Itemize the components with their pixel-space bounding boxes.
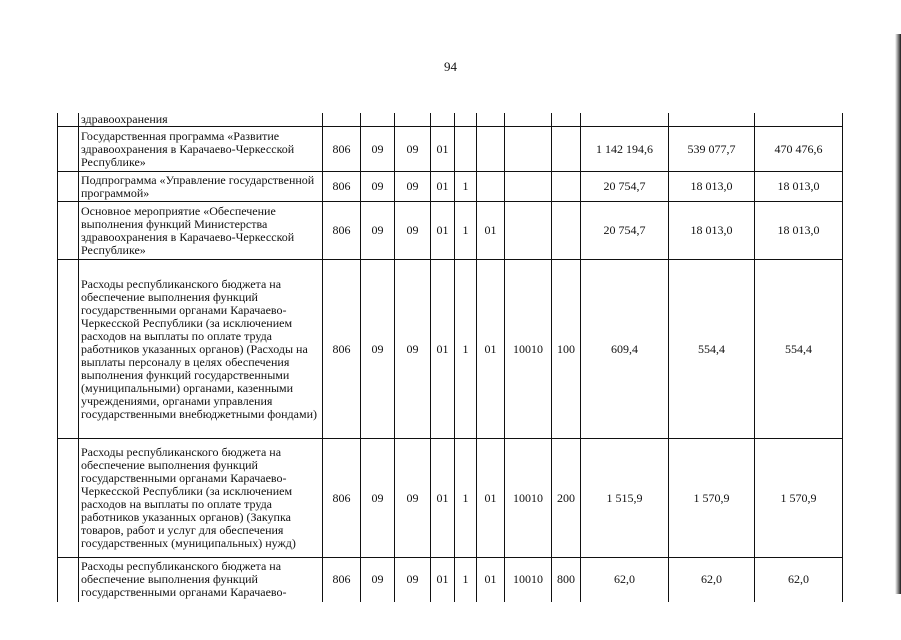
expense-type-cell: 200 <box>552 439 581 558</box>
amount-2-cell: 18 013,0 <box>669 202 755 260</box>
scan-edge-shadow <box>895 34 901 594</box>
event-code-cell <box>477 172 505 202</box>
row-number-cell <box>58 558 79 602</box>
description-cell: Государственная программа «Развитие здравоохранения в Карачаево-Черкесской Республике» <box>79 127 323 172</box>
expense-type-cell: 800 <box>552 558 581 602</box>
table-row <box>58 202 843 260</box>
event-code-cell: 01 <box>477 260 505 439</box>
ministry-code-cell: 806 <box>323 172 361 202</box>
expense-type-cell <box>552 202 581 260</box>
direction-code-cell <box>505 113 552 127</box>
amount-1-cell: 62,0 <box>581 558 669 602</box>
section-code-cell: 09 <box>361 260 395 439</box>
program-code-cell: 01 <box>431 558 455 602</box>
amount-1-cell: 1 515,9 <box>581 439 669 558</box>
description-cell: Расходы республиканского бюджета на обеспечение выполнения функций государственными органами Карачаево-Черкесской Республики (за исключением расходов на выплаты по оплате труда работников указанных органов) (Закупка товаров, работ и услуг для обеспечения государственных (муниципальных) нужд) <box>79 439 323 558</box>
subprogram-code-cell: 1 <box>455 202 477 260</box>
table-row <box>58 113 843 127</box>
row-number-cell <box>58 127 79 172</box>
ministry-code-cell: 806 <box>323 439 361 558</box>
amount-2-cell: 554,4 <box>669 260 755 439</box>
program-code-cell <box>431 113 455 127</box>
amount-1-cell: 20 754,7 <box>581 202 669 260</box>
program-code-cell: 01 <box>431 439 455 558</box>
amount-3-cell: 470 476,6 <box>755 127 843 172</box>
amount-3-cell: 18 013,0 <box>755 172 843 202</box>
subsection-code-cell: 09 <box>395 558 431 602</box>
ministry-code-cell <box>323 113 361 127</box>
ministry-code-cell: 806 <box>323 202 361 260</box>
ministry-code-cell: 806 <box>323 260 361 439</box>
amount-2-cell: 539 077,7 <box>669 127 755 172</box>
amount-2-cell <box>669 113 755 127</box>
expense-type-cell: 100 <box>552 260 581 439</box>
subprogram-code-cell <box>455 127 477 172</box>
expense-type-cell <box>552 172 581 202</box>
section-code-cell: 09 <box>361 558 395 602</box>
table-row <box>58 439 843 558</box>
program-code-cell: 01 <box>431 260 455 439</box>
program-code-cell: 01 <box>431 172 455 202</box>
direction-code-cell: 10010 <box>505 558 552 602</box>
amount-3-cell: 554,4 <box>755 260 843 439</box>
ministry-code-cell: 806 <box>323 558 361 602</box>
budget-table <box>57 113 843 602</box>
row-number-cell <box>58 260 79 439</box>
subprogram-code-cell: 1 <box>455 558 477 602</box>
description-cell: Расходы республиканского бюджета на обеспечение выполнения функций государственными органами Карачаево- <box>79 558 323 602</box>
description-cell: Подпрограмма «Управление государственной программой» <box>79 172 323 202</box>
description-cell: Расходы республиканского бюджета на обеспечение выполнения функций государственными органами Карачаево-Черкесской Республики (за исключением расходов на выплаты по оплате труда работников указанных органов) (Расходы на выплаты персоналу в целях обеспечения выполнения функций государственными (муниципальными) органами, казенными учреждениями, органами управления государственными внебюджетными фондами) <box>79 260 323 439</box>
subsection-code-cell: 09 <box>395 260 431 439</box>
direction-code-cell <box>505 127 552 172</box>
section-code-cell: 09 <box>361 127 395 172</box>
event-code-cell: 01 <box>477 202 505 260</box>
expense-type-cell <box>552 113 581 127</box>
subprogram-code-cell: 1 <box>455 172 477 202</box>
subprogram-code-cell <box>455 113 477 127</box>
page-number: 94 <box>444 59 457 74</box>
section-code-cell: 09 <box>361 439 395 558</box>
subprogram-code-cell: 1 <box>455 439 477 558</box>
direction-code-cell: 10010 <box>505 439 552 558</box>
amount-2-cell: 18 013,0 <box>669 172 755 202</box>
row-number-cell <box>58 113 79 127</box>
table-row <box>58 558 843 602</box>
amount-3-cell <box>755 113 843 127</box>
subsection-code-cell: 09 <box>395 172 431 202</box>
program-code-cell: 01 <box>431 127 455 172</box>
subsection-code-cell <box>395 113 431 127</box>
row-number-cell <box>58 172 79 202</box>
amount-3-cell: 1 570,9 <box>755 439 843 558</box>
amount-2-cell: 62,0 <box>669 558 755 602</box>
event-code-cell <box>477 113 505 127</box>
description-cell: Основное мероприятие «Обеспечение выполнения функций Министерства здравоохранения в Карачаево-Черкесской Республике» <box>79 202 323 260</box>
amount-1-cell: 1 142 194,6 <box>581 127 669 172</box>
direction-code-cell <box>505 172 552 202</box>
section-code-cell <box>361 113 395 127</box>
section-code-cell: 09 <box>361 202 395 260</box>
row-number-cell <box>58 439 79 558</box>
event-code-cell: 01 <box>477 439 505 558</box>
amount-1-cell <box>581 113 669 127</box>
section-code-cell: 09 <box>361 172 395 202</box>
amount-2-cell: 1 570,9 <box>669 439 755 558</box>
subsection-code-cell: 09 <box>395 127 431 172</box>
ministry-code-cell: 806 <box>323 127 361 172</box>
direction-code-cell <box>505 202 552 260</box>
amount-1-cell: 609,4 <box>581 260 669 439</box>
subsection-code-cell: 09 <box>395 439 431 558</box>
table-row <box>58 172 843 202</box>
description-cell: здравоохранения <box>79 113 323 127</box>
event-code-cell <box>477 127 505 172</box>
amount-3-cell: 62,0 <box>755 558 843 602</box>
table-row <box>58 127 843 172</box>
subsection-code-cell: 09 <box>395 202 431 260</box>
table-row <box>58 260 843 439</box>
expense-type-cell <box>552 127 581 172</box>
amount-3-cell: 18 013,0 <box>755 202 843 260</box>
program-code-cell: 01 <box>431 202 455 260</box>
amount-1-cell: 20 754,7 <box>581 172 669 202</box>
subprogram-code-cell: 1 <box>455 260 477 439</box>
row-number-cell <box>58 202 79 260</box>
event-code-cell: 01 <box>477 558 505 602</box>
direction-code-cell: 10010 <box>505 260 552 439</box>
